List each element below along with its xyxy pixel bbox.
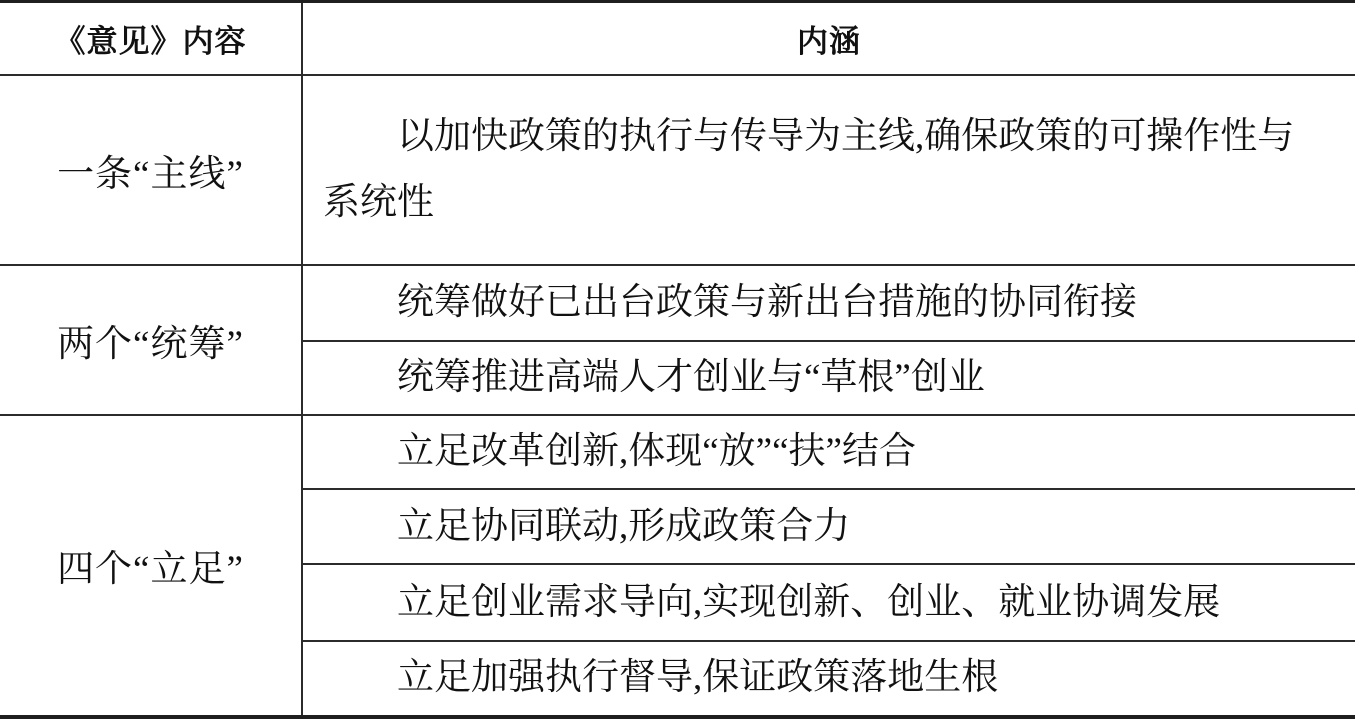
detail-line: 统筹做好已出台政策与新出台措施的协同衔接 — [397, 282, 1137, 324]
detail-line: 立足加强执行督导,保证政策落地生根 — [397, 657, 999, 699]
detail-line: 立足改革创新,体现“放”“扶”结合 — [397, 431, 916, 473]
table-row — [0, 415, 1355, 489]
header-cell-content: 《意见》内容 — [0, 2, 302, 75]
row-detail-cell — [302, 564, 1355, 640]
row-detail-cell — [302, 489, 1355, 564]
table-row — [0, 75, 1355, 266]
row-label-cell — [0, 75, 302, 266]
detail-paragraph — [323, 104, 1333, 236]
row-detail-cell — [302, 641, 1355, 717]
detail-line: 系统性 — [323, 182, 434, 224]
header-cell-connotation: 内涵 — [797, 23, 861, 59]
row-label: 两个“统筹” — [57, 324, 244, 366]
detail-line: 立足创业需求导向,实现创新、创业、就业协调发展 — [397, 581, 1221, 623]
table-header-row — [0, 2, 1355, 75]
detail-line: 以加快政策的执行与传导为主线,确保政策的可操作性与 — [397, 116, 1295, 158]
table-row — [0, 265, 1355, 340]
row-label: 一条“主线” — [57, 154, 244, 196]
row-detail-cell — [302, 75, 1355, 266]
row-label-cell — [0, 415, 302, 717]
row-detail-cell — [302, 265, 1355, 340]
detail-line: 立足协同联动,形成政策合力 — [397, 505, 851, 547]
detail-line: 统筹推进高端人才创业与“草根”创业 — [397, 356, 985, 398]
row-detail-cell — [302, 341, 1355, 415]
row-label-cell — [0, 265, 302, 415]
row-detail-cell — [302, 415, 1355, 489]
row-label: 四个“立足” — [57, 549, 244, 591]
